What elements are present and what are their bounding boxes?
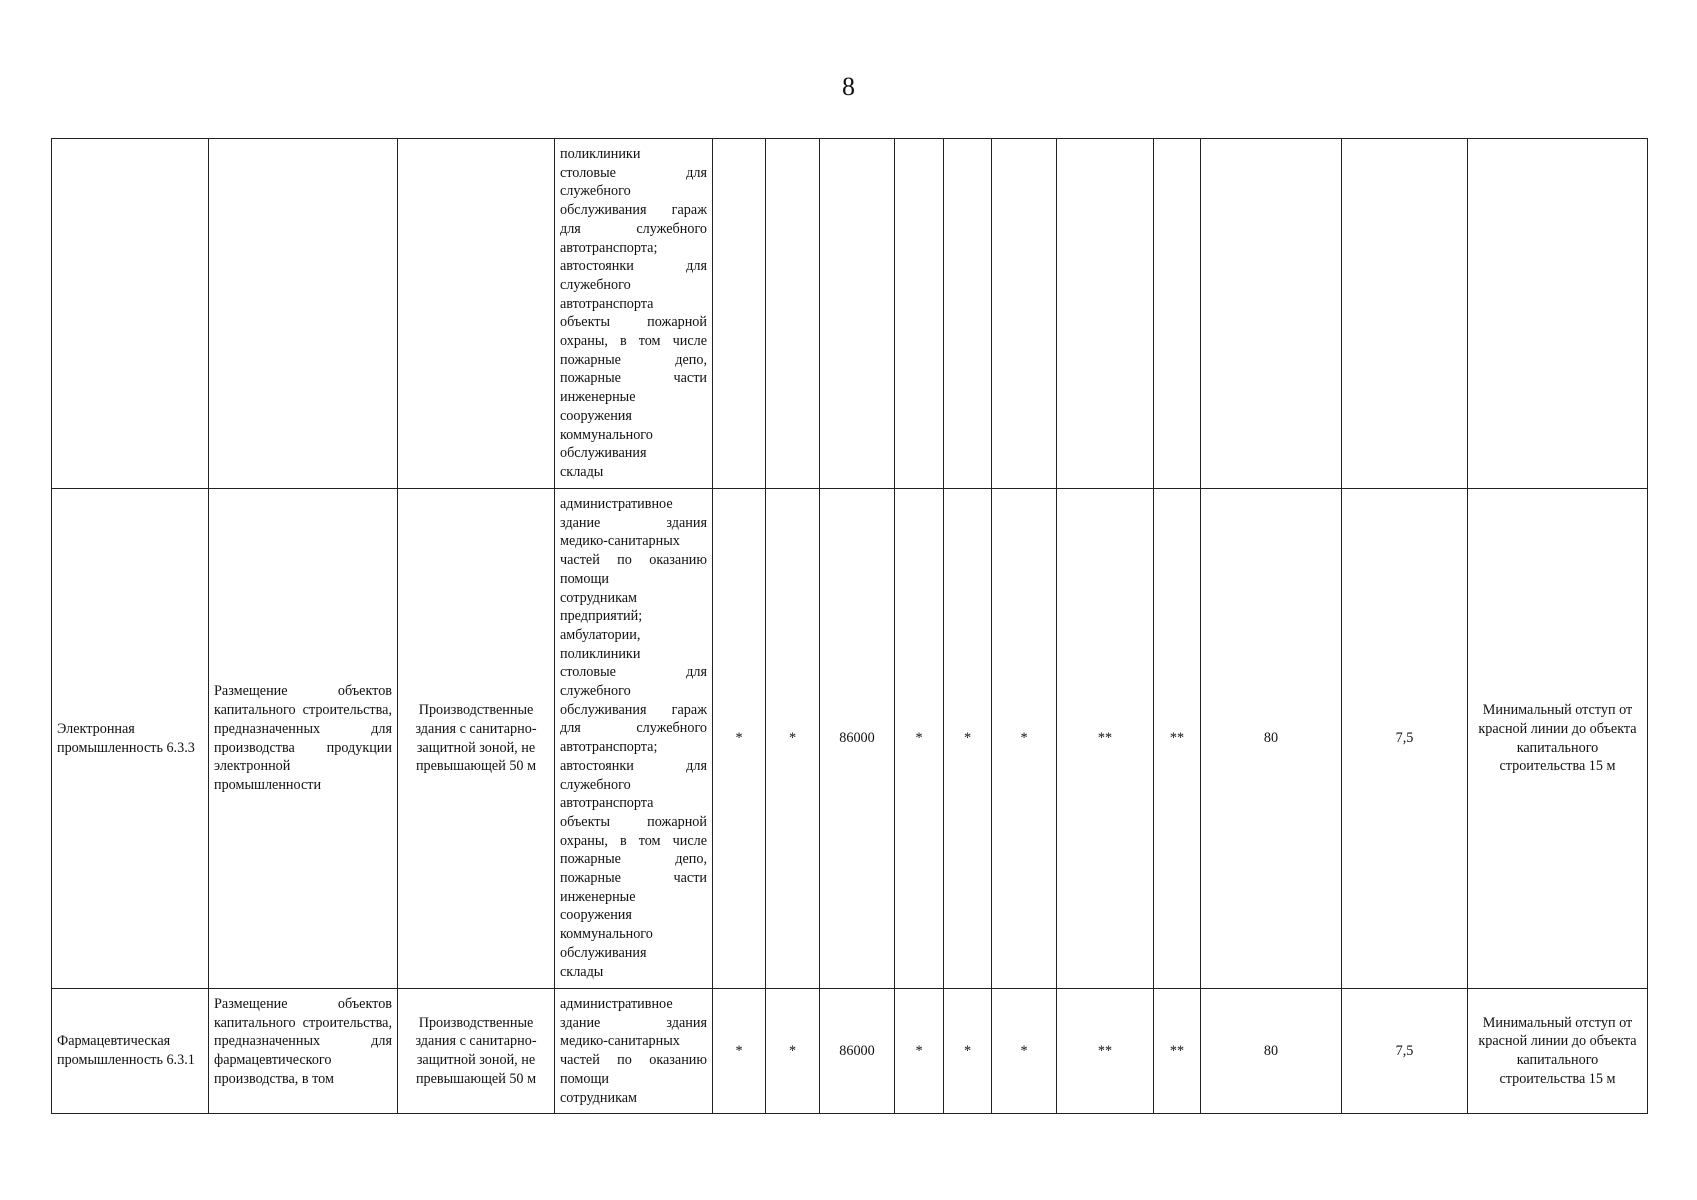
auxiliary-use-line: для служебного — [560, 720, 707, 737]
auxiliary-uses-cell — [555, 139, 713, 489]
auxiliary-use-line: автотранспорта — [560, 795, 654, 812]
auxiliary-use-line: обслуживания гараж — [560, 701, 707, 718]
auxiliary-use-line: сооружения — [560, 907, 632, 924]
conditional-use-cell: Производственные здания с санитарно-защитной зоной, не превышающей 50 м — [398, 989, 555, 1114]
value-cell: 86000 — [820, 489, 895, 989]
auxiliary-use-line: обслуживания гараж — [560, 202, 707, 219]
auxiliary-use-line: поликлиники — [560, 146, 641, 162]
auxiliary-use-line: служебного — [560, 776, 631, 793]
value-cell: * — [713, 489, 766, 989]
value-cell: 80 — [1201, 989, 1342, 1114]
value-cell — [1154, 139, 1201, 489]
value-cell — [766, 139, 820, 489]
auxiliary-use-line: частей по оказанию — [560, 1052, 707, 1069]
auxiliary-use-line: инженерные — [560, 888, 636, 905]
auxiliary-use-line: пожарные депо, — [560, 351, 707, 368]
use-description-cell: Размещение объектов капитального строительства, предназначенных для фармацевтического производства, в том — [209, 989, 398, 1114]
auxiliary-use-line: предприятий; — [560, 608, 643, 625]
auxiliary-use-line: пожарные части — [560, 370, 707, 387]
auxiliary-use-line: помощи — [560, 1070, 610, 1087]
value-cell: ** — [1057, 989, 1154, 1114]
value-cell: * — [713, 989, 766, 1114]
auxiliary-use-line: склады — [560, 463, 604, 480]
auxiliary-use-line: сооружения — [560, 407, 632, 424]
table-row — [52, 489, 1648, 989]
value-cell — [895, 139, 944, 489]
use-name-cell — [52, 139, 209, 489]
auxiliary-use-line: сотрудникам — [560, 1089, 638, 1106]
auxiliary-use-line: обслуживания — [560, 944, 647, 961]
value-cell — [1057, 139, 1154, 489]
table-row — [52, 139, 1648, 489]
value-cell: * — [992, 989, 1057, 1114]
auxiliary-use-line: автостоянки для — [560, 757, 707, 774]
auxiliary-use-line: административное — [560, 496, 673, 512]
notes-cell: Минимальный отступ от красной линии до объекта капитального строительства 15 м — [1468, 989, 1648, 1114]
value-cell — [944, 139, 992, 489]
auxiliary-use-line: объекты пожарной — [560, 314, 707, 331]
use-description-cell — [209, 139, 398, 489]
auxiliary-use-line: склады — [560, 963, 604, 980]
auxiliary-use-line: автотранспорта; — [560, 239, 658, 256]
auxiliary-use-line: служебного — [560, 183, 631, 200]
auxiliary-use-line: автостоянки для — [560, 258, 707, 275]
use-description-cell: Размещение объектов капитального строительства, предназначенных для производства продукции электронной промышленности — [209, 489, 398, 989]
auxiliary-use-line: охраны, в том числе — [560, 333, 707, 350]
auxiliary-use-line: поликлиники — [560, 645, 641, 662]
value-cell: * — [992, 489, 1057, 989]
value-cell: * — [944, 989, 992, 1114]
auxiliary-use-line: инженерные — [560, 389, 636, 406]
value-cell: 7,5 — [1342, 989, 1468, 1114]
auxiliary-use-line: автотранспорта; — [560, 739, 658, 756]
value-cell: ** — [1154, 489, 1201, 989]
table-row — [52, 989, 1648, 1114]
auxiliary-use-line: обслуживания — [560, 445, 647, 462]
auxiliary-use-line: частей по оказанию — [560, 552, 707, 569]
auxiliary-use-line: служебного — [560, 683, 631, 700]
value-cell — [713, 139, 766, 489]
auxiliary-use-line: административное — [560, 996, 673, 1012]
value-cell: 80 — [1201, 489, 1342, 989]
value-cell: * — [944, 489, 992, 989]
value-cell — [1201, 139, 1342, 489]
auxiliary-use-line: для служебного — [560, 220, 707, 237]
value-cell — [820, 139, 895, 489]
auxiliary-use-line: коммунального — [560, 426, 653, 443]
auxiliary-use-line: объекты пожарной — [560, 813, 707, 830]
auxiliary-use-line: пожарные депо, — [560, 851, 707, 868]
value-cell: * — [895, 989, 944, 1114]
auxiliary-use-line: пожарные части — [560, 870, 707, 887]
auxiliary-use-line: помощи — [560, 570, 610, 587]
value-cell: ** — [1154, 989, 1201, 1114]
auxiliary-use-line: столовые для — [560, 664, 707, 681]
value-cell: ** — [1057, 489, 1154, 989]
use-name-cell: Фармацевтическая промышленность 6.3.1 — [52, 989, 209, 1114]
notes-cell: Минимальный отступ от красной линии до объекта капитального строительства 15 м — [1468, 489, 1648, 989]
value-cell: * — [895, 489, 944, 989]
auxiliary-use-line: коммунального — [560, 926, 653, 943]
page-number: 8 — [842, 72, 855, 101]
value-cell: 7,5 — [1342, 489, 1468, 989]
value-cell: * — [766, 489, 820, 989]
auxiliary-use-line: охраны, в том числе — [560, 832, 707, 849]
auxiliary-use-line: медико-санитарных — [560, 1033, 680, 1050]
auxiliary-uses-cell — [555, 989, 713, 1114]
auxiliary-use-line: столовые для — [560, 164, 707, 181]
value-cell: * — [766, 989, 820, 1114]
auxiliary-use-line: служебного — [560, 276, 631, 293]
auxiliary-use-line: автотранспорта — [560, 295, 654, 312]
use-name-cell: Электронная промышленность 6.3.3 — [52, 489, 209, 989]
auxiliary-use-line: здание здания — [560, 514, 707, 531]
auxiliary-use-line: здание здания — [560, 1014, 707, 1031]
regulations-table — [51, 138, 1648, 1114]
auxiliary-use-line: амбулатории, — [560, 626, 641, 643]
notes-cell — [1468, 139, 1648, 489]
conditional-use-cell — [398, 139, 555, 489]
auxiliary-uses-cell — [555, 489, 713, 989]
conditional-use-cell: Производственные здания с санитарно-защитной зоной, не превышающей 50 м — [398, 489, 555, 989]
auxiliary-use-line: медико-санитарных — [560, 533, 680, 550]
auxiliary-use-line: сотрудникам — [560, 589, 638, 606]
value-cell — [992, 139, 1057, 489]
value-cell — [1342, 139, 1468, 489]
value-cell: 86000 — [820, 989, 895, 1114]
